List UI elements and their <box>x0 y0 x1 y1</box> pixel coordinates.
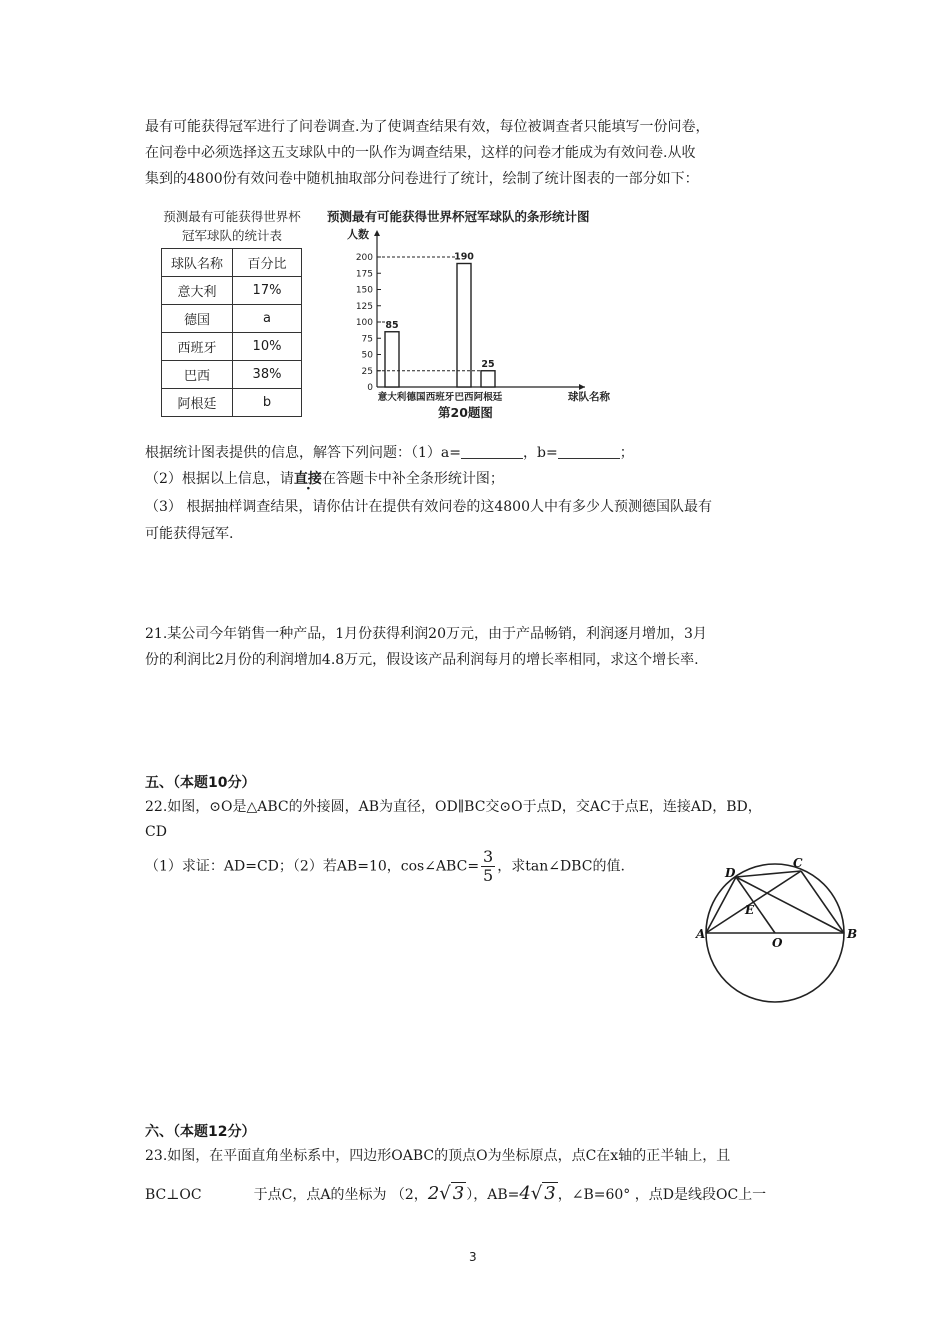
table-cell: 17% <box>233 277 302 305</box>
section-5-heading: 五、（本题10分） <box>145 775 256 791</box>
fraction-numerator: 3 <box>483 847 494 866</box>
table-cell: 西班牙 <box>162 333 233 361</box>
q23-text-c: ，∠B=60° ，点D是线段OC上一 <box>557 1187 767 1203</box>
q20-3-line-2: 可能获得冠军. <box>145 526 234 542</box>
q21-line-1: 21.某公司今年销售一种产品，1月份获得利润20万元，由于产品畅销，利润逐月增加，3月 <box>145 626 707 642</box>
y-axis-arrow <box>374 230 380 236</box>
q20-3-line-1: （3） 根据抽样调查结果，请你估计在提供有效问卷的这4800人中有多少人预测德国队最有 <box>145 499 712 515</box>
stat-table <box>161 248 302 417</box>
table-row <box>162 277 302 305</box>
stat-table-title-1: 预测最有可能获得世界杯 <box>163 209 301 224</box>
x-tick-label: 西班牙 <box>425 392 455 403</box>
intro-line-1: 最有可能获得冠军进行了问卷调查.为了使调查结果有效，每位被调查者只能填写一份问卷， <box>145 119 710 135</box>
q23-bc-perp-oc: BC⊥OC <box>145 1187 202 1203</box>
q20-line-1 <box>145 443 634 463</box>
data-label: 25 <box>481 358 495 370</box>
bar <box>481 371 495 387</box>
x-tick-label: 巴西 <box>454 392 474 403</box>
x-tick-label: 德国 <box>406 392 426 403</box>
segment-dc <box>736 871 801 877</box>
stat-table-title-2: 冠军球队的统计表 <box>181 228 282 243</box>
q20-2-pre: （2）根据以上信息，请 <box>145 471 294 487</box>
y-tick-label: 50 <box>361 350 373 361</box>
point-label-c: C <box>793 856 803 870</box>
y-tick-label: 125 <box>355 301 373 312</box>
q20-2-post: 在答题卡中补全条形统计图； <box>321 471 504 487</box>
table-cell: a <box>233 305 302 333</box>
x-tick-label: 阿根廷 <box>473 392 503 403</box>
table-header-cell: 百分比 <box>233 249 302 277</box>
q23-text-b: ），AB= <box>466 1187 520 1203</box>
chart-x-axis-label: 球队名称 <box>568 391 610 403</box>
table-row <box>162 305 302 333</box>
table-cell: 德国 <box>162 305 233 333</box>
page-number: 3 <box>469 1250 477 1264</box>
chart-title: 预测最有可能获得世界杯冠军球队的条形统计图 <box>327 209 590 224</box>
q20-end: ； <box>619 445 634 461</box>
data-label: 85 <box>385 319 399 331</box>
bar-chart <box>325 205 625 425</box>
data-label: 190 <box>454 251 474 263</box>
answer-blank-b <box>558 444 620 459</box>
intro-line-2: 在问卷中必须选择这五支球队中的一队作为调查结果，这样的问卷才能成为有效问卷.从收 <box>145 145 696 161</box>
q23-radicand-3b: 3 <box>544 1183 556 1204</box>
stat-table-figure <box>148 207 316 417</box>
circle-geometry-figure <box>693 852 863 1012</box>
x-tick-label: 意大利 <box>377 392 407 403</box>
table-row <box>162 333 302 361</box>
chart-plot-area <box>356 230 585 403</box>
q21-line-2: 份的利润比2月份的利润增加4.8万元，假设该产品利润每月的增长率相同，求这个增长率. <box>145 652 699 668</box>
q20-prompt: 根据统计图表提供的信息，解答下列问题：（1）a= <box>145 445 461 461</box>
y-tick-label: 25 <box>361 366 373 377</box>
section-6-heading: 六、（本题12分） <box>145 1124 256 1140</box>
answer-blank-a <box>461 444 523 459</box>
chart-y-axis-label: 人数 <box>347 228 369 241</box>
q22-line-2: CD <box>145 824 167 840</box>
q23-radicand-3: 3 <box>452 1183 465 1204</box>
q22-line-3 <box>145 848 625 885</box>
point-label-d: D <box>725 866 736 880</box>
q23-line-2: BC⊥OC 于点C，点A的坐标为 （2，2√ 3 ），AB=4√ 3 ，∠B=60° ，点D是线段OC上一 <box>145 1183 767 1204</box>
table-cell: b <box>233 389 302 417</box>
x-axis-arrow <box>579 384 585 390</box>
point-label-o: O <box>772 936 783 950</box>
segment-ad <box>706 877 736 933</box>
table-cell: 38% <box>233 361 302 389</box>
segment-od <box>736 877 775 933</box>
point-label-b: B <box>847 927 858 941</box>
q22-line-3-pre: （1）求证：AD=CD；（2）若AB=10，cos∠ABC= <box>145 858 480 875</box>
y-tick-label: 150 <box>355 285 373 296</box>
q23-text-a: 于点C，点A的坐标为 （2， <box>253 1187 428 1203</box>
q23-line-1: 23.如图，在平面直角坐标系中，四边形OABC的顶点O为坐标原点，点C在x轴的正半轴上，且 <box>145 1148 731 1164</box>
chart-caption: 第20题图 <box>438 405 493 420</box>
y-tick-label: 200 <box>355 253 373 263</box>
table-cell: 10% <box>233 333 302 361</box>
intro-line-3: 集到的4800份有效问卷中随机抽取部分问卷进行了统计，绘制了统计图表的一部分如下： <box>145 171 699 187</box>
point-label-a: A <box>696 927 706 941</box>
y-tick-label: 0 <box>367 383 373 393</box>
y-tick-label: 75 <box>361 334 373 345</box>
segment-cb <box>801 871 844 933</box>
q20-line-2 <box>145 469 504 489</box>
point-label-e: E <box>745 903 755 917</box>
bar <box>457 264 471 388</box>
table-row <box>162 389 302 417</box>
fraction-denominator: 5 <box>483 866 494 885</box>
y-tick-label: 100 <box>355 318 373 328</box>
q23-coef-2: 2 <box>427 1183 440 1204</box>
fraction-3-5 <box>481 848 495 885</box>
table-cell: 阿根廷 <box>162 389 233 417</box>
table-header-row <box>162 249 302 277</box>
q20-mid: ，b= <box>522 445 558 461</box>
table-cell: 巴西 <box>162 361 233 389</box>
q20-2-emphasis: 直接 <box>293 471 322 487</box>
q22-line-3-post: ，求tan∠DBC的值. <box>497 858 625 875</box>
bar <box>385 332 399 387</box>
table-cell: 意大利 <box>162 277 233 305</box>
y-tick-label: 175 <box>355 269 373 280</box>
q23-coef-4: 4 <box>519 1183 531 1204</box>
table-row <box>162 361 302 389</box>
q22-line-1: 22.如图，⊙O是△ABC的外接圆，AB为直径，OD∥BC交⊙O于点D，交AC于点E，连接AD，BD， <box>145 799 762 815</box>
table-header-cell: 球队名称 <box>162 249 233 277</box>
